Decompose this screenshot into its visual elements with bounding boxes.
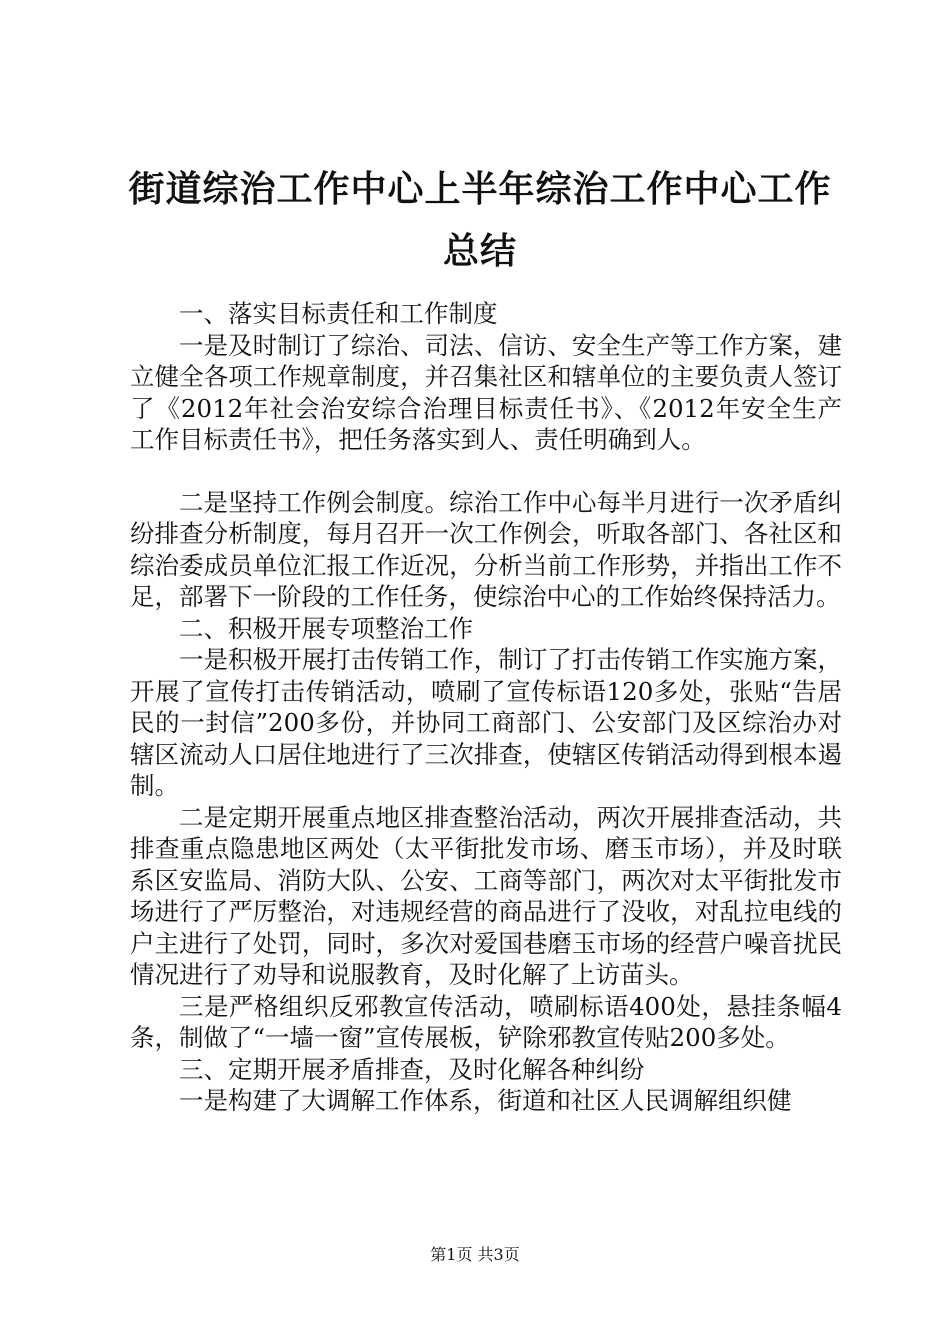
section-heading-3: 三、定期开展矛盾排查，及时化解各种纠纷 (179, 1054, 645, 1084)
body-paragraph: 一是及时制订了综治、司法、信访、安全生产等工作方案，建立健全各项工作规章制度，并召集社区和辖单位的主要负责人签订了《2012年社会治安综合治理目标责任书》、《2012年安全生产工作目标责任书》，把任务落实到人、责任明确到人。 (130, 330, 842, 454)
section-heading-1: 一、落实目标责任和工作制度 (179, 299, 498, 328)
page-footer: 第1页 共3页 (430, 1245, 520, 1264)
body-paragraph: 二是定期开展重点地区排查整治活动，两次开展排查活动，共排查重点隐患地区两处（太平街批发市场、磨玉市场），并及时联系区安监局、消防大队、公安、工商等部门，两次对太平街批发市场进行了严厉整治，对违规经营的商品进行了没收，对乱拉电线的户主进行了处罚，同时，多次对爱国巷磨玉市场的经营户噪音扰民情况进行了劝导和说服教育，及时化解了上访苗头。 (130, 802, 842, 989)
document-body (130, 298, 842, 1117)
section-heading-2: 二、积极开展专项整治工作 (179, 613, 473, 643)
document-title: 街道综治工作中心上半年综治工作中心工作总结 (128, 168, 832, 272)
body-paragraph: 二是坚持工作例会制度。综治工作中心每半月进行一次矛盾纠纷排查分析制度，每月召开一次工作例会，听取各部门、各社区和综治委成员单位汇报工作近况，分析当前工作形势，并指出工作不足，部署下一阶段的工作任务，使综治中心的工作始终保持活力。 (130, 487, 842, 611)
body-paragraph: 三是严格组织反邪教宣传活动，喷刷标语400处，悬挂条幅4条，制做了“一墙一窗”宣传展板，铲除邪教宣传贴200多处。 (130, 991, 842, 1052)
body-paragraph: 一是积极开展打击传销工作，制订了打击传销工作实施方案，开展了宣传打击传销活动，喷刷了宣传标语120多处，张贴“告居民的一封信”200多份，并协同工商部门、公安部门及区综治办对辖区流动人口居住地进行了三次排查，使辖区传销活动得到根本遏制。 (130, 645, 842, 800)
body-paragraph: 一是构建了大调解工作体系，街道和社区人民调解组织健 (179, 1086, 792, 1115)
